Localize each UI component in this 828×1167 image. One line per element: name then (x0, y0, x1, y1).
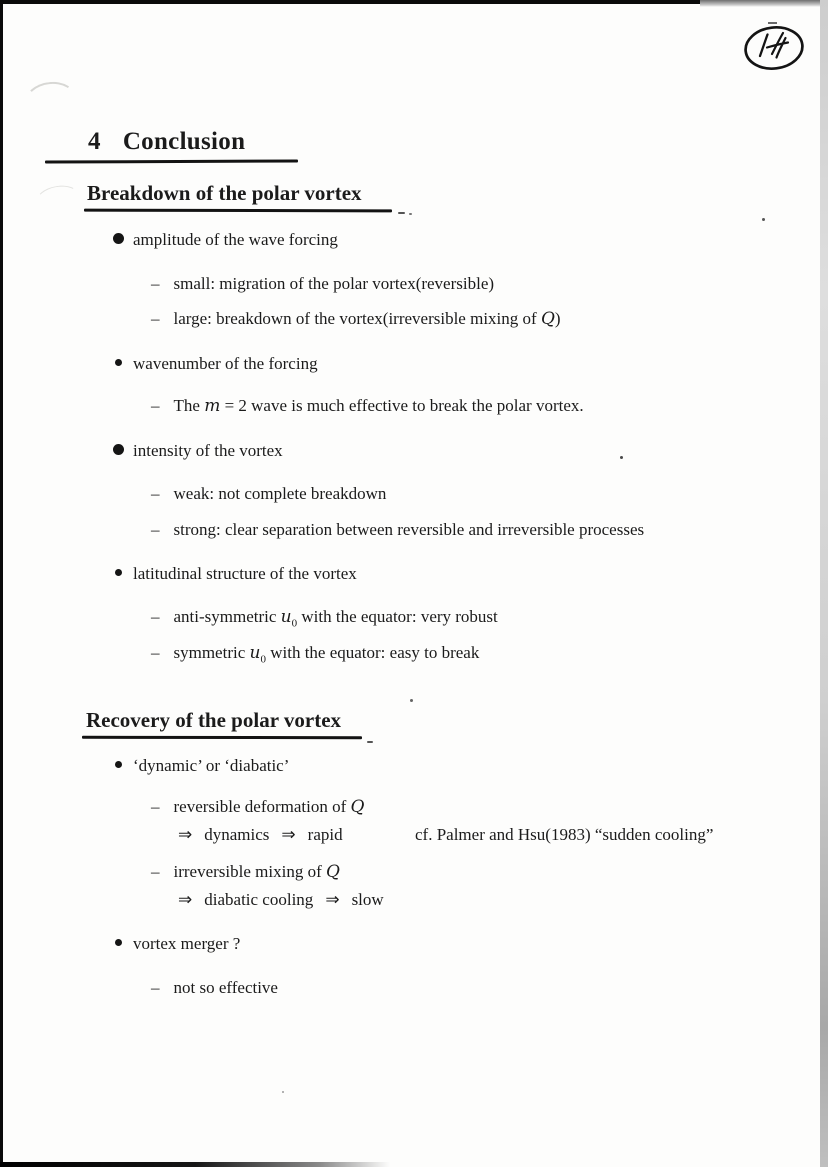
scan-smudge-arc (34, 182, 82, 215)
scan-speck (282, 1091, 284, 1093)
dash-icon: – (151, 862, 160, 881)
dash-icon: – (151, 520, 160, 539)
sub-item (151, 978, 278, 998)
sub-item (151, 862, 340, 882)
subsection-title-breakdown: Breakdown of the polar vortex (87, 181, 362, 205)
sub-item (151, 309, 561, 329)
bullet-item (113, 934, 240, 954)
sub-item-text: weak: not complete breakdown (173, 484, 387, 503)
double-arrow-icon: ⇒ (178, 890, 193, 909)
sub-item-text: small: migration of the polar vortex(reversible) (173, 274, 495, 293)
handwritten-page-number-circle (741, 21, 807, 77)
heading-underline (82, 736, 362, 739)
sub-item (151, 274, 494, 294)
heading-underline-tail (409, 213, 412, 215)
section-number-and-title (88, 128, 245, 156)
scan-edge-top (0, 0, 770, 4)
bullet-icon (115, 359, 122, 366)
dash-icon: – (151, 274, 160, 293)
sub-item-text: reversible deformation of Q (173, 797, 365, 817)
bullet-icon (113, 233, 124, 244)
scan-speck (762, 218, 765, 221)
sub-item-text: not so effective (173, 978, 278, 997)
double-arrow-icon: ⇒ (325, 890, 340, 909)
dash-icon: – (151, 309, 160, 328)
sub-item (151, 797, 364, 817)
bullet-item (113, 230, 338, 250)
implication-result: rapid (307, 825, 343, 844)
dash-icon: – (151, 607, 160, 626)
heading-underline (84, 209, 392, 212)
sub-item (151, 396, 584, 416)
double-arrow-icon: ⇒ (281, 825, 296, 844)
dash-icon: – (151, 484, 160, 503)
scan-edge-right (820, 0, 828, 1167)
citation-note: cf. Palmer and Hsu(1983) “sudden cooling” (415, 825, 714, 844)
implication-word: diabatic cooling (204, 890, 314, 909)
sub-item-text: strong: clear separation between reversible and irreversible processes (173, 520, 645, 539)
sub-item-text: The m = 2 wave is much effective to break the polar vortex. (173, 396, 584, 416)
subsection-title-recovery: Recovery of the polar vortex (86, 708, 342, 732)
heading-underline (45, 159, 298, 163)
sub-item-text: irreversible mixing of Q (173, 862, 340, 882)
bullet-text: amplitude of the wave forcing (133, 230, 338, 249)
heading-underline-tail (367, 741, 373, 743)
page-title: Conclusion (122, 128, 246, 155)
scan-smudge-arc (23, 79, 79, 122)
dash-icon: – (151, 978, 160, 997)
math-subscript: 0 (260, 653, 266, 666)
bullet-icon (115, 939, 122, 946)
section-number: 4 (88, 128, 101, 155)
scan-speck (620, 456, 623, 459)
sub-item (151, 520, 644, 540)
implication-result: slow (351, 890, 384, 909)
math-subscript: 0 (291, 617, 298, 630)
bullet-icon (115, 761, 122, 768)
bullet-item (113, 564, 357, 584)
bullet-text: intensity of the vortex (133, 441, 283, 460)
sub-item-text: symmetric $u_0$ with the equator: easy to break (173, 643, 480, 666)
handwritten-digit-1 (760, 35, 768, 57)
scan-edge-left (0, 0, 3, 1167)
sub-item (151, 607, 498, 630)
bullet-icon (113, 444, 124, 455)
bullet-text: ‘dynamic’ or ‘diabatic’ (133, 756, 290, 775)
math-variable: Q (350, 797, 365, 817)
sub-item (151, 484, 386, 504)
bullet-item (113, 354, 318, 374)
sub-item-text: anti-symmetric $u_0$ with the equator: very robust (173, 607, 498, 630)
bullet-item (113, 756, 289, 776)
implication-line (178, 890, 384, 910)
scan-edge-bottom (0, 1162, 390, 1167)
implication-line (178, 825, 343, 845)
double-arrow-icon: ⇒ (178, 825, 193, 844)
implication-word: dynamics (204, 825, 270, 844)
bullet-text: vortex merger ? (133, 934, 241, 953)
scan-edge-top-right (700, 0, 828, 7)
dash-icon: – (151, 797, 160, 816)
dash-icon: – (151, 643, 160, 662)
bullet-item (113, 441, 283, 461)
bullet-text: wavenumber of the forcing (133, 354, 318, 373)
bullet-icon (115, 569, 122, 576)
math-variable: m (204, 396, 221, 416)
heading-underline-tail (398, 212, 405, 214)
sub-item (151, 643, 480, 666)
math-variable: u (280, 607, 292, 627)
bullet-text: latitudinal structure of the vortex (133, 564, 357, 583)
math-variable: u (249, 643, 261, 663)
sub-item-text: large: breakdown of the vortex(irreversible mixing of Q) (173, 309, 561, 329)
math-variable: Q (540, 309, 555, 329)
scan-speck (410, 699, 413, 702)
math-variable: Q (326, 862, 340, 882)
dash-icon: – (151, 396, 160, 415)
